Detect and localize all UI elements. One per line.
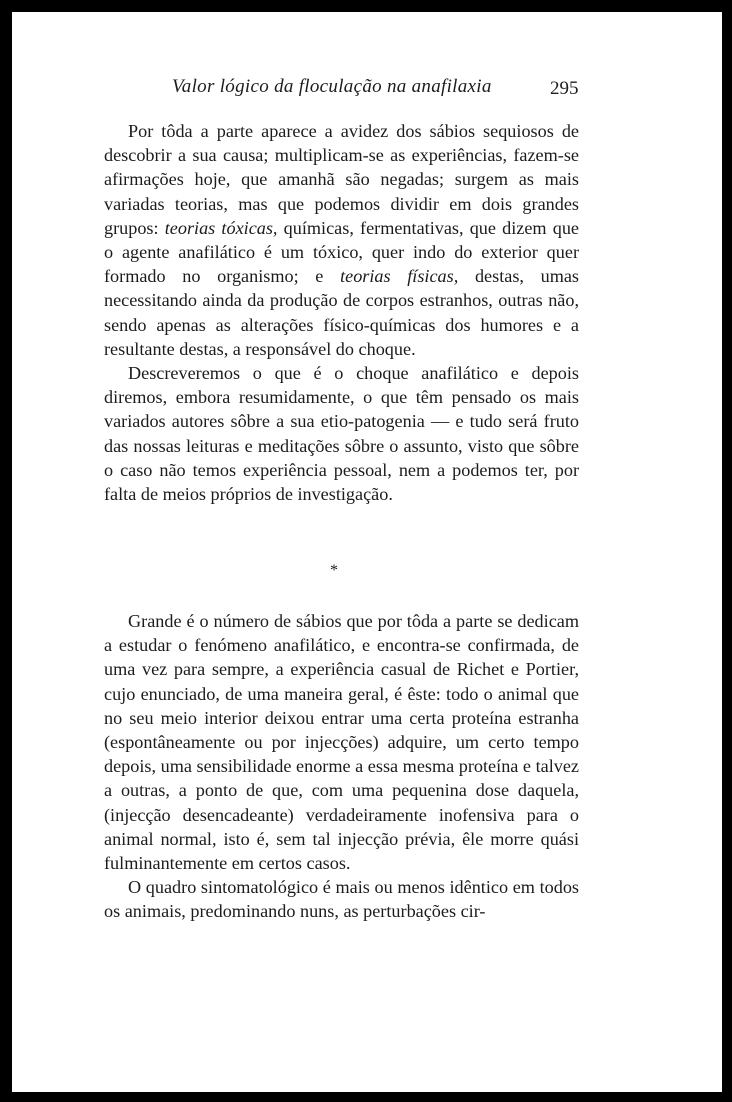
text-block-top — [104, 119, 579, 506]
running-title: Valor lógico da floculação na anafilaxia — [172, 76, 492, 97]
paragraph-description: Descreveremos o que é o choque anafilático e depois diremos, embora resumidamente, o que têm pensado os mais variados autores sôbre a sua etio-patogenia — e tudo será fruto das nossas leituras e meditações sôbre o assunto, visto que sôbre o caso não temos experiência pessoal, nem a podemos ter, por falta de meios próprios de investigação. — [104, 363, 579, 505]
section-separator-asterisk: * — [330, 562, 338, 579]
emphasis-toxic-theories: teorias tóxicas, — [164, 217, 278, 238]
book-page — [12, 12, 722, 1092]
paragraph-text: químicas, fermentativas, que dizem que o agente anafilático é um tóxico, quer indo do exterior quer formado no organismo; e — [104, 217, 579, 287]
emphasis-physical-theories: teorias físicas, — [340, 266, 459, 287]
paragraph-text: destas, umas necessitando ainda da produção de corpos estranhos, outras não, sendo apenas as alterações físico-químicas dos humores e a resultante destas, a responsável do choque. — [104, 266, 580, 359]
paragraph-causes — [104, 119, 579, 361]
text-block-bottom — [104, 609, 579, 924]
paragraph-richet-portier: Grande é o número de sábios que por tôda a parte se dedicam a estudar o fenómeno anafilático, e encontra-se confirmada, de uma vez para sempre, a experiência casual de Richet e Portier, cujo enunciado, de uma maneira geral, é êste: todo o animal que no seu meio interior deixou entrar uma certa proteína estranha (espontâneamente ou por injecções) adquire, um certo tempo depois, uma sensibilidade enorme a essa mesma proteína e talvez a outras, a ponto de que, com uma pequenina dose daquela, (injecção desencadeante) verdadeiramente inofensiva para o animal normal, isto é, sem tal injecção prévia, êle morre quási fulminantemente em certos casos. — [104, 611, 579, 874]
paragraph-text: Por tôda a parte aparece a avidez dos sábios sequiosos de descobrir a sua causa; multiplicam-se as experiências, fazem-se afirmações hoje, que amanhã são negadas; surgem as mais variadas teorias, mas que podemos dividir em dois grandes grupos: — [104, 121, 579, 238]
paragraph-symptoms: O quadro sintomatológico é mais ou menos idêntico em todos os animais, predominando nuns, as perturbações cir- — [104, 877, 579, 922]
page-number: 295 — [550, 78, 579, 99]
